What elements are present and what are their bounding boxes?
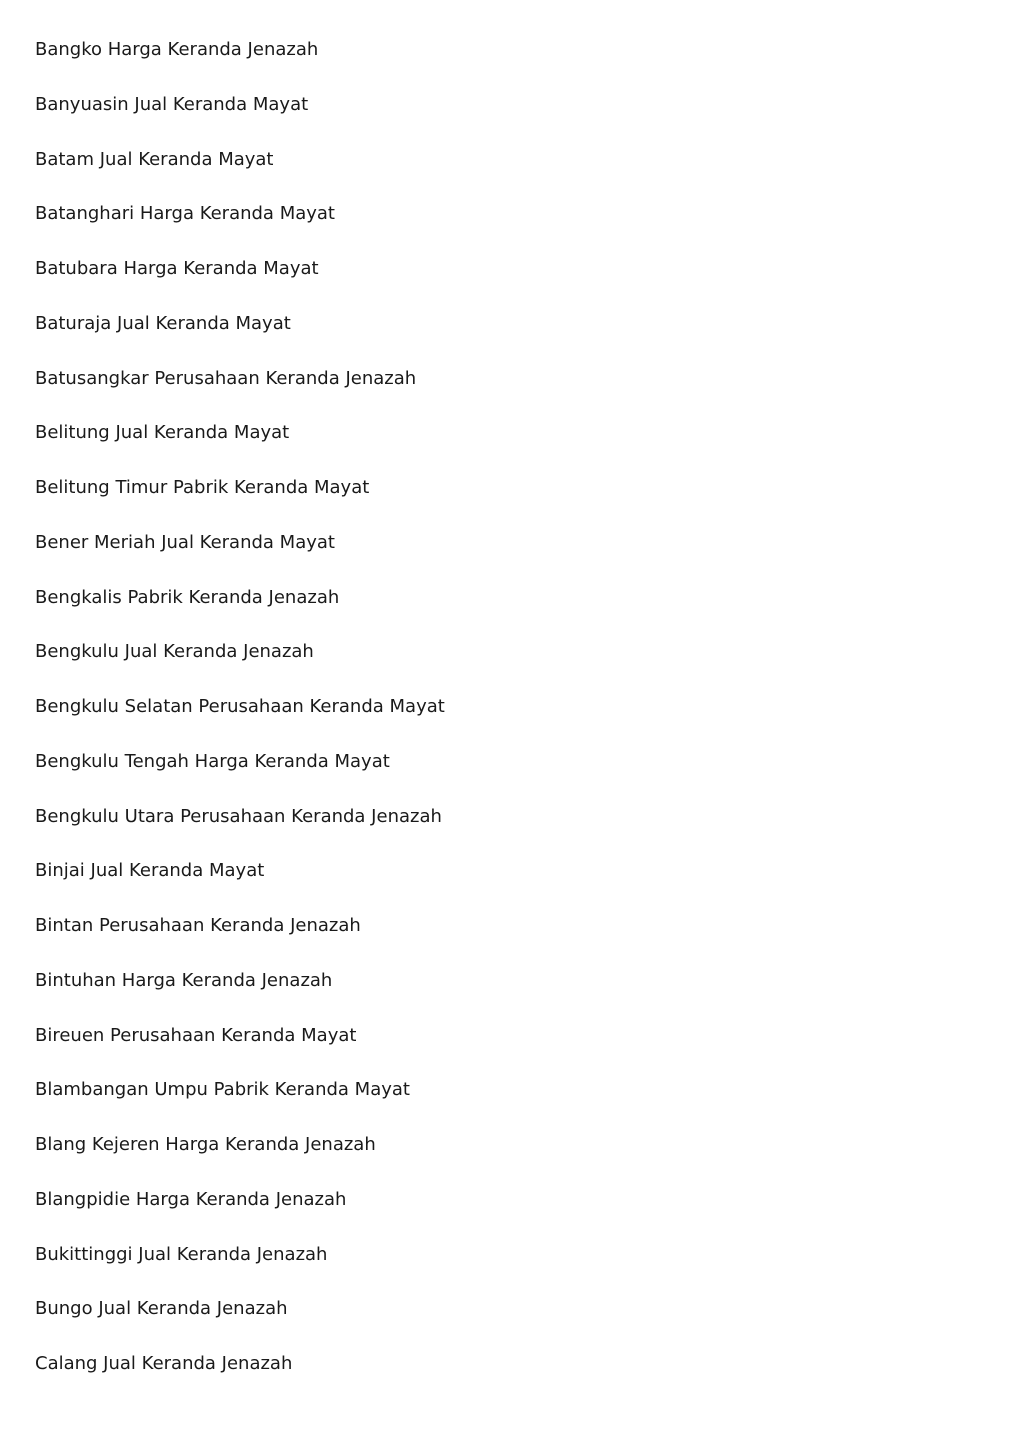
list-item: Belitung Timur Pabrik Keranda Mayat: [35, 477, 370, 498]
list-item: Belitung Jual Keranda Mayat: [35, 422, 290, 444]
list-item: Calang Jual Keranda Jenazah: [35, 1353, 293, 1374]
list-item: Batanghari Harga Keranda Mayat: [35, 203, 335, 225]
list-item: Bukittinggi Jual Keranda Jenazah: [35, 1243, 328, 1265]
list-item: Bengkulu Tengah Harga Keranda Mayat: [35, 750, 390, 772]
list-item: Batubara Harga Keranda Mayat: [35, 258, 319, 279]
list-item: Blambangan Umpu Pabrik Keranda Mayat: [35, 1079, 410, 1101]
list-item: Bintan Perusahaan Keranda Jenazah: [35, 915, 361, 936]
list-item: Binjai Jual Keranda Mayat: [35, 860, 265, 882]
list-item: Batusangkar Perusahaan Keranda Jenazah: [35, 367, 417, 389]
list-item: Bengkulu Selatan Perusahaan Keranda Mayat: [35, 696, 445, 717]
list-item: Baturaja Jual Keranda Mayat: [35, 312, 291, 334]
list-item: Bangko Harga Keranda Jenazah: [35, 39, 319, 60]
list-item: Banyuasin Jual Keranda Mayat: [35, 93, 309, 115]
list-item: Blang Kejeren Harga Keranda Jenazah: [35, 1134, 376, 1155]
list-item: Bener Meriah Jual Keranda Mayat: [35, 531, 335, 553]
list-item: Batam Jual Keranda Mayat: [35, 148, 274, 170]
list-item: Bengkalis Pabrik Keranda Jenazah: [35, 586, 340, 608]
list-item: Bireuen Perusahaan Keranda Mayat: [35, 1024, 357, 1046]
list-item: Bungo Jual Keranda Jenazah: [35, 1298, 288, 1320]
list-item: Bengkulu Jual Keranda Jenazah: [35, 641, 314, 663]
list-item: Blangpidie Harga Keranda Jenazah: [35, 1188, 347, 1210]
list-item: Bengkulu Utara Perusahaan Keranda Jenazah: [35, 805, 442, 827]
list-item: Bintuhan Harga Keranda Jenazah: [35, 969, 333, 991]
entry-list: [35, 36, 445, 1405]
